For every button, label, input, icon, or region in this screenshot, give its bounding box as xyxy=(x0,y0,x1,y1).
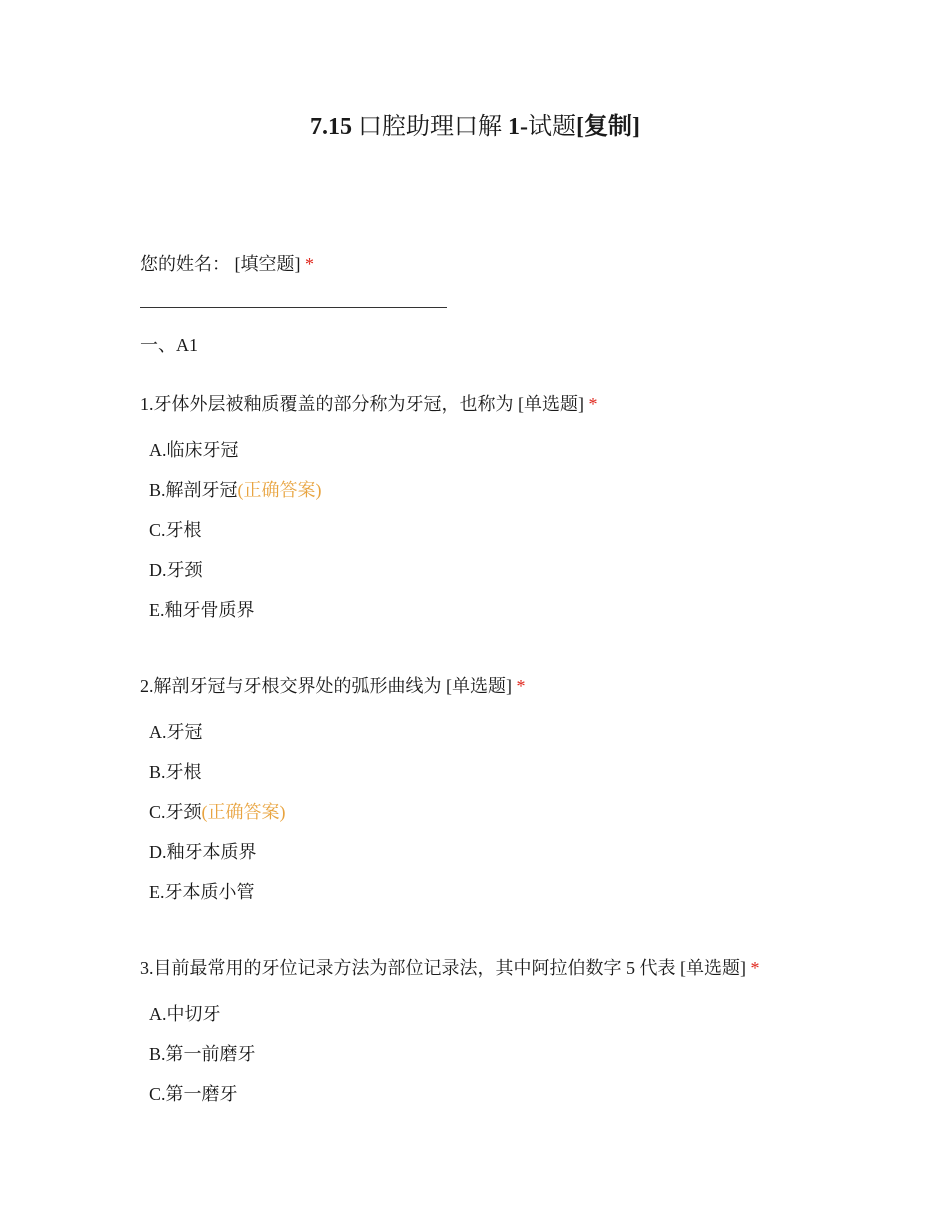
title-suffix: [复制] xyxy=(576,114,640,140)
question-type: [单选题] xyxy=(446,676,512,696)
question-1 xyxy=(140,392,598,416)
option-label: B.解剖牙冠 xyxy=(149,480,238,500)
option-2c[interactable] xyxy=(149,800,286,824)
option-label: A.牙冠 xyxy=(149,722,203,742)
required-mark: * xyxy=(588,394,598,414)
option-label: C.牙颈 xyxy=(149,802,202,822)
title-num: 1- xyxy=(508,114,528,140)
page-title xyxy=(0,110,950,144)
option-label: B.第一前磨牙 xyxy=(149,1044,256,1064)
option-3b[interactable] xyxy=(149,1042,256,1066)
correct-answer-tag: (正确答案) xyxy=(201,802,286,822)
option-2d[interactable] xyxy=(149,840,257,864)
title-tail: 试题 xyxy=(528,114,576,140)
option-2b[interactable] xyxy=(149,760,202,784)
correct-answer-tag: (正确答案) xyxy=(237,480,322,500)
question-2 xyxy=(140,674,526,698)
required-mark: * xyxy=(516,676,526,696)
option-label: D.牙颈 xyxy=(149,560,203,580)
option-label: B.牙根 xyxy=(149,762,202,782)
option-label: A.临床牙冠 xyxy=(149,440,239,460)
section-heading: 一、A1 xyxy=(140,335,198,355)
question-type: [单选题] xyxy=(518,394,584,414)
option-1d[interactable] xyxy=(149,558,203,582)
title-middle: 口腔助理口解 xyxy=(352,114,508,140)
option-label: D.釉牙本质界 xyxy=(149,842,257,862)
option-3c[interactable] xyxy=(149,1082,238,1106)
name-type: [填空题] xyxy=(234,254,301,274)
question-text: 1.牙体外层被釉质覆盖的部分称为牙冠，也称为 xyxy=(140,394,514,414)
option-1b[interactable] xyxy=(149,478,322,502)
question-type: [单选题] xyxy=(680,958,746,978)
question-3 xyxy=(140,956,760,980)
option-label: C.牙根 xyxy=(149,520,202,540)
option-1c[interactable] xyxy=(149,518,202,542)
option-label: E.牙本质小管 xyxy=(149,882,255,902)
option-label: A.中切牙 xyxy=(149,1004,221,1024)
question-text: 2.解剖牙冠与牙根交界处的弧形曲线为 xyxy=(140,676,442,696)
option-1a[interactable] xyxy=(149,438,239,462)
option-1e[interactable] xyxy=(149,598,255,622)
name-input-line[interactable] xyxy=(140,307,447,308)
title-prefix: 7.15 xyxy=(310,114,352,140)
name-label: 您的姓名： xyxy=(140,254,230,274)
option-label: E.釉牙骨质界 xyxy=(149,600,255,620)
required-mark: * xyxy=(305,254,314,274)
option-label: C.第一磨牙 xyxy=(149,1084,238,1104)
name-question xyxy=(140,252,314,276)
required-mark: * xyxy=(750,958,760,978)
question-text: 3.目前最常用的牙位记录方法为部位记录法，其中阿拉伯数字 5 代表 xyxy=(140,958,676,978)
option-2e[interactable] xyxy=(149,880,255,904)
option-3a[interactable] xyxy=(149,1002,221,1026)
option-2a[interactable] xyxy=(149,720,203,744)
